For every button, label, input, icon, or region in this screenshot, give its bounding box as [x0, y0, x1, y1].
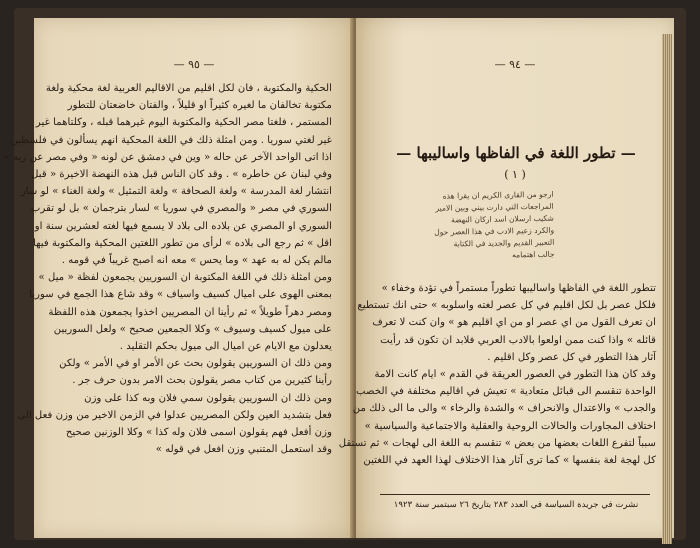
- left-page: [3, 18, 354, 538]
- text-line: بمعنى الهوى على اميال كسيف واسياف » وقد شاع هذا الجمع في سوريا: [29, 289, 332, 301]
- text-line: اذا اتى الواحد الآخر عن حاله « وين في دمشق عن لونه « وفي مصر عن زيه »: [3, 151, 332, 163]
- text-line: آثار هذا التطور في كل عصر وكل اقليم .: [487, 351, 656, 363]
- text-line: ومن امثلة ذلك في اللغة المكتوبة ان السوريين يجمعون لفظة « ميل »: [38, 272, 332, 284]
- text-line: وزن أفعل فهم يقولون اسمى فلان وله كذا » وكلا الوزنين صحيح: [65, 427, 332, 439]
- text-line: الحكية والمكتوبة ، فان لكل اقليم من الاقاليم العربية لغة محكية ولغة: [45, 83, 332, 94]
- text-line: مالم يكن له به عهد » وما يحس » معه انه اصبح غريباً في قومه .: [61, 255, 332, 267]
- text-line: السوري في مصر « والمصري في سوريا » لسار بترجمان » بل لو تقرب: [30, 203, 332, 215]
- text-line: وقد استعمل المتنبي وزن افعل في قوله »: [155, 444, 332, 456]
- text-line: وقد كان هذا التطور في العصور العريقة في القدم » ايام كانت الامة: [374, 369, 656, 381]
- left-page-body: [3, 80, 332, 458]
- dedication-line: المراجعات التي دارت بيني وبين الامير: [435, 201, 554, 213]
- text-line: والجدب » والاعتدال والانحراف » والشدة والرخاء » والى ما الى ذلك من: [352, 403, 656, 415]
- text-line: فعل بتشديد العين ولكن المصريين عدلوا في الزمن الاخير من وزن فعل الى: [17, 409, 332, 421]
- open-book: [3, 8, 686, 540]
- text-line: غير لغتي سوريا . ومن امثلة ذلك في اللغة المحكية انهم يسألون في فلسطين: [10, 134, 332, 146]
- text-line: على ميول كسيف وسيوف » وكلا الجمعين صحيح » ولعل السوريين: [53, 323, 332, 335]
- text-line: ومن ذلك ان السوريين يقولون سمي فلان وبه كذا على وزن: [84, 392, 332, 404]
- text-line: رأينا كثيرين من كتاب مصر يقولون بحث الامر بدون حرف جر .: [72, 375, 332, 387]
- dedication-line: التعبير القديم والجديد في الكتابة: [453, 237, 555, 249]
- text-line: فلكل عصر بل لكل اقليم في كل عصر لغته واسلوبه » حتى انك تستطيع: [357, 300, 656, 312]
- page-number-right: — ٩٤ —: [494, 58, 536, 71]
- text-line: انتشار لغة المدرسة » ولغة الصحافة » ولغة التمثيل » ولغة الغناء » لو سار: [20, 186, 332, 198]
- dedication-line: جالب اهتمامه: [511, 249, 555, 260]
- dedication-line: والكرد زعيم الادب في هذا العصر حول: [434, 225, 555, 237]
- text-line: المستمر ، فلغتا مصر الحكية والمكتوبة اليوم غيرهما قبله ، وكلتاهما غير: [35, 117, 332, 129]
- dedication-line: ارجو من القارى الكريم ان يقرا هذه: [442, 189, 554, 201]
- text-line: سبباً لتفرع اللغات بعضها من بعض » تنقسم به اللغة الى لهجات » ثم تستقل: [338, 437, 656, 449]
- text-line: السوري او المصري عن بلاده الى بلاد لا يسمع فيها لغته لعشرين سنة او: [34, 220, 332, 232]
- text-line: تتطور اللغة في الفاظها واساليبها تطوراً مستمراً في تؤدة وخفاء »: [381, 283, 656, 294]
- handwritten-dedication: [403, 189, 554, 264]
- right-page: [338, 18, 674, 538]
- text-line: كل لهجة لغة بنفسها » كما ترى آثار هذا الاختلاف لهذا العهد في اللغتين: [363, 455, 656, 467]
- text-line: ان تعرف القول من اي عصر او من اي اقليم هو » وان كنت لا تعرف: [372, 317, 656, 329]
- text-line: ومصر دهراً طويلاً » ثم رأينا ان المصريين اخذوا يجمعون هذه اللفظة: [48, 306, 332, 318]
- text-line: ومن ذلك ان السوريين يقولون بحث عن الأمر او في الأمر » ولكن: [59, 358, 332, 370]
- page-edges: [662, 34, 672, 544]
- right-page-body: [338, 280, 656, 469]
- article-title: — تطور اللغة في الفاظها واساليبها —: [396, 144, 636, 162]
- text-line: قائله » واذا كنت ممن اولعوا بالادب العربي فلابد ان تكون قد رأيت: [380, 334, 656, 346]
- page-number-left: — ٩٥ —: [173, 58, 215, 71]
- text-line: مكتوبة تخالفان ما لغيره كثيراً او قليلاً ، والفتان خاضعتان للتطور: [67, 100, 332, 112]
- text-line: وفي لبنان عن خاطره » . وقد كان الناس قبل هذه النهضة الاخيرة « قبل: [31, 169, 332, 181]
- text-line: اقل » ثم رجع الى بلاده » لرأى من تطور اللغتين المحكية والمكتوبة فيها: [33, 237, 332, 249]
- section-number: ( ١ ): [504, 168, 526, 181]
- text-line: الواحدة تنقسم الى قبائل متعادية » تعيش في اقاليم مختلفة في الخصب: [356, 386, 656, 398]
- footnote: نشرت في جريدة السياسة في العدد ٢٨٣ بتاريخ ٢٦ سبتمبر سنة ١٩٢٣: [393, 500, 639, 510]
- dedication-line: شكيب ارسلان اسد اركان النهضة: [450, 213, 554, 225]
- text-line: يعدلون مع الايام عن اميال الى ميول بحكم التقليد .: [119, 341, 332, 353]
- text-line: اختلاف المجاورات والحالات الروحية والعقلية والاجتماعية والسياسية »: [364, 420, 656, 432]
- footnote-rule: [380, 494, 650, 495]
